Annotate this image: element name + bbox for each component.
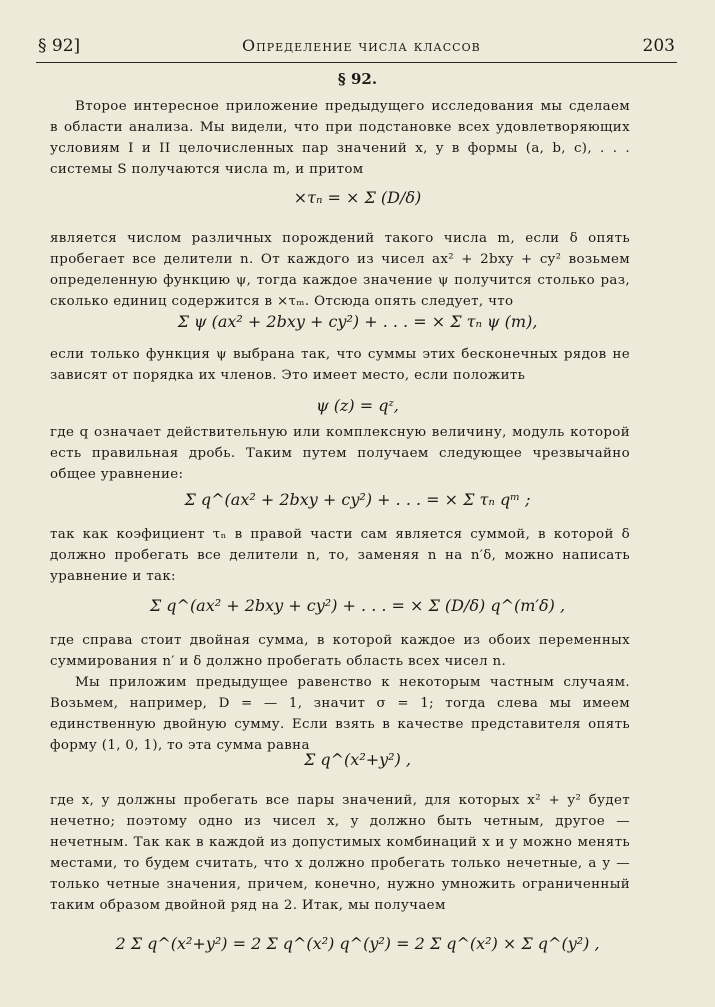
formula-7: 2 Σ q^(x²+y²) = 2 Σ q^(x²) q^(y²) = 2 Σ q^(x²) × Σ q^(y²) , (115, 934, 600, 953)
paragraph-3: если только функция ψ выбрана так, что суммы этих бесконечных рядов не зависят от порядка их членов. Это имеет место, если положить (50, 347, 630, 383)
paragraph-7: Мы приложим предыдущее равенство к некоторым частным случаям. Возьмем, например, D = — 1, значит σ = 1; тогда слева мы имеем единственную двойную сумму. Если взять в качестве представителя опять форму (1, 0, 1), то эта сумма равна (50, 675, 630, 753)
section-heading: § 92. (337, 70, 378, 88)
paragraph-6: где справа стоит двойная сумма, в которой каждое из обоих переменных суммирования n′ и δ должно пробегать область всех чисел n. (50, 633, 630, 669)
header-title: Определение числа классов (242, 36, 481, 55)
paragraph-8: где x, y должны пробегать все пары значений, для которых x² + y² будет нечетно; поэтому одно из чисел x, y должно быть четным, другое — нечетным. Так как в каждой из допустимых комбинаций x и y можно менять местами, то будем считать, что x должно пробегать только нечетные, а y — только четные значения, причем, конечно, нужно умножить ограниченный таким образом двойной ряд на 2. Итак, мы получаем (50, 793, 630, 913)
paragraph-4: где q означает действительную или комплексную величину, модуль которой есть правильная дробь. Таким путем получаем следующее чрезвычайно общее уравнение: (50, 425, 630, 482)
header-section-ref: § 92] (38, 36, 81, 56)
formula-1: ×τₙ = × Σ (D/δ) (293, 188, 422, 207)
running-header (38, 36, 675, 62)
formula-2: Σ ψ (ax² + 2bxy + cy²) + . . . = × Σ τₙ ψ (m), (177, 312, 538, 331)
formula-6: Σ q^(x²+y²) , (304, 750, 411, 769)
formula-5: Σ q^(ax² + 2bxy + cy²) + . . . = × Σ (D/δ) q^(m′δ) , (149, 596, 566, 615)
header-rule (36, 62, 677, 63)
paragraph-5: так как коэфициент τₙ в правой части сам является суммой, в которой δ должно пробегать все делители n, то, заменяя n на n′δ, можно написать уравнение и так: (50, 527, 630, 584)
formula-3: ψ (z) = qᶻ, (316, 396, 399, 415)
formula-4: Σ q^(ax² + 2bxy + cy²) + . . . = × Σ τₙ qᵐ ; (184, 490, 531, 509)
paragraph-2: является числом различных порождений такого числа m, если δ опять пробегает все делители n. От каждого из чисел ax² + 2bxy + cy² возьмем определенную функцию ψ, тогда каждое значение ψ получится столько раз, сколько единиц содержится в ×τₘ. Отсюда опять следует, что (50, 231, 630, 309)
page-number: 203 (642, 36, 675, 56)
paragraph-1: Второе интересное приложение предыдущего исследования мы сделаем в области анализа. Мы видели, что при подстановке всех удовлетворяющих условиям I и II целочисленных пар значений x, y в формы (a, b, c), . . . системы S получаются числа m, и притом (50, 99, 630, 177)
